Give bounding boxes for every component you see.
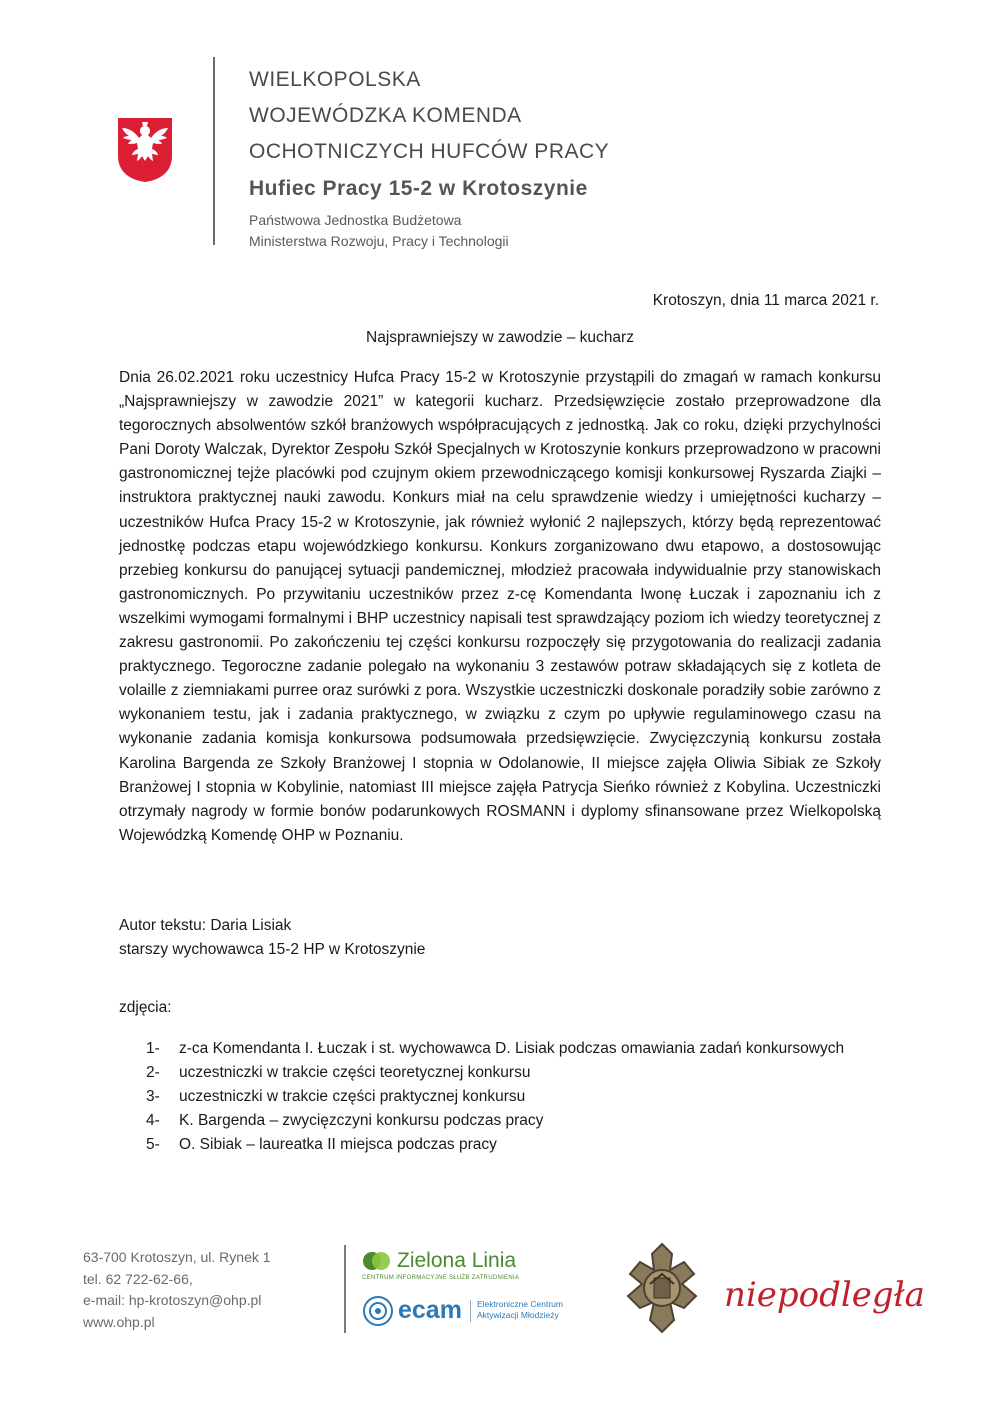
article-body: Dnia 26.02.2021 roku uczestnicy Hufca Pracy 15-2 w Krotoszynie przystąpili do zmagań w ramach konkursu „Najsprawniejszy w zawodzie 2021” w kategorii kucharz. Przedsięwzięcie zostało przeprowadzone dla tegorocznych absolwentów szkół branżowych współpracujących z jednostką. Jak co roku, dzięki przychylności Pani Doroty Walczak, Dyrektor Zespołu Szkół Specjalnych w Krotoszynie konkurs przeprowadzono w pracowni gastronomicznej tejże placówki pod czujnym okiem przewodniczącego komisji konkursowej Ryszarda Ziajki – instruktora praktycznej nauki zawodu. Konkurs miał na celu sprawdzenie wiedzy i umiejętności kucharzy – uczestników Hufca Pracy 15-2 w Krotoszynie, jak również wyłonić 2 najlepszych, którzy będą reprezentować jednostkę podczas etapu wojewódzkiego konkursu. Konkurs zorganizowano dwu etapowo, a dostosowując przebieg konkursu do panującej sytuacji pandemicznej, młodzież pracowała indywidualnie przy stanowiskach gastronomicznych. Po przywitaniu uczestników przez z-cę Komendanta Iwonę Łuczak i zapoznaniu ich z wszelkimi wymogami formalnymi i BHP uczestnicy napisali test sprawdzający poziom ich wiedzy teoretycznej z zakresu gastronomii. Po zakończeniu tej części konkursu rozpoczęły się przygotowania do realizacji zadania praktycznego. Tegoroczne zadanie polegało na wykonaniu 3 zestawów potraw składających się z kotleta de volaille z ziemniakami purree oraz surówki z pora. Wszystkie uczestniczki doskonale poradziły sobie zarówno z wykonaniem testu, jak i zadania praktycznego, w związku z czym po upływie regulaminowego czasu na wykonanie zadania komisja konkursowa podsumowała przedsięwzięcie. Zwycięzczynią konkursu została Karolina Bargenda ze Szkoły Branżowej I stopnia w Odolanowie, II miejsce zajęła Oliwia Sibiak ze Szkoły Branżowej I stopnia w Kobylinie, natomiast III miejsce zajęła Patrycja Sieńko również z Kobylina. Uczestniczki otrzymały nagrody w formie bonów podarunkowych ROSMANN i dyplomy sfinansowane przez Wielkopolską Wojewódzką Komendę OHP w Poznaniu.	[119, 369, 881, 844]
footer-contact	[83, 1247, 271, 1333]
ecam-separator	[470, 1300, 471, 1322]
unit-name: Hufiec Pracy 15-2 w Krotoszynie	[249, 177, 588, 200]
list-item	[146, 1085, 846, 1109]
list-item-number: 2-	[146, 1064, 160, 1081]
author-name: Autor tekstu: Daria Lisiak	[119, 917, 292, 934]
ecam-name: ecam	[398, 1296, 462, 1324]
list-item-number: 4-	[146, 1112, 160, 1129]
org-subtitle-2: Ministerstwa Rozwoju, Pracy i Technologii	[249, 233, 509, 249]
footer-phone: tel. 62 722-62-66,	[83, 1270, 193, 1287]
ecam-subtitle-line1: Elektroniczne Centrum	[477, 1299, 563, 1309]
list-item-text: uczestniczki w trakcie części teoretycznej konkursu	[179, 1064, 531, 1081]
list-item-number: 5-	[146, 1136, 160, 1153]
org-name-line3: OCHOTNICZYCH HUFCÓW PRACY	[249, 140, 610, 163]
list-item-number: 1-	[146, 1040, 160, 1057]
list-item-text: uczestniczki w trakcie części praktycznej konkursu	[179, 1088, 526, 1105]
list-item-number: 3-	[146, 1088, 160, 1105]
ecam-icon	[362, 1295, 394, 1327]
list-item	[146, 1109, 846, 1133]
list-item	[146, 1133, 846, 1157]
footer-address: 63-700 Krotoszyn, ul. Rynek 1	[83, 1249, 271, 1265]
list-item-text: z-ca Komendanta I. Łuczak i st. wychowawca D. Lisiak podczas omawiania zadań konkursowych	[179, 1040, 845, 1057]
document-title: Najsprawniejszy w zawodzie – kucharz	[366, 329, 634, 346]
zielona-linia-icon	[362, 1250, 392, 1272]
polish-eagle-emblem-icon	[116, 116, 174, 184]
organization-header	[249, 62, 609, 252]
ecam-subtitle	[477, 1299, 563, 1321]
footer-divider	[344, 1245, 346, 1333]
footer-email[interactable]: e-mail: hp-krotoszyn@ohp.pl	[83, 1292, 262, 1308]
footer-website[interactable]: www.ohp.pl	[83, 1313, 155, 1330]
photos-label: zdjęcia:	[119, 999, 172, 1016]
document-date: Krotoszyn, dnia 11 marca 2021 r.	[652, 292, 879, 309]
list-item	[146, 1037, 846, 1061]
niepodlegla-logo	[722, 1268, 938, 1320]
list-item-text: K. Bargenda – zwycięzczyni konkursu podczas pracy	[179, 1112, 544, 1129]
org-name-line2: WOJEWÓDZKA KOMENDA	[249, 104, 522, 127]
photo-list	[146, 1037, 846, 1157]
org-name-line1: WIELKOPOLSKA	[249, 68, 421, 91]
author-block	[119, 914, 425, 962]
ecam-subtitle-line2: Aktywizacji Młodzieży	[477, 1310, 559, 1320]
zielona-linia-subtitle: CENTRUM INFORMACYJNE SŁUŻB ZATRUDNIENIA	[362, 1275, 520, 1281]
ohp-badge-icon	[624, 1240, 700, 1336]
ecam-logo	[362, 1295, 602, 1329]
list-item	[146, 1061, 846, 1085]
author-position: starszy wychowawca 15-2 HP w Krotoszynie	[119, 941, 426, 958]
niepodlegla-text: niepodległa	[724, 1275, 925, 1315]
list-item-text: O. Sibiak – laureatka II miejsca podczas pracy	[179, 1136, 497, 1153]
zielona-linia-name: Zielona Linia	[397, 1249, 517, 1272]
header-divider	[213, 57, 215, 245]
org-subtitle-1: Państwowa Jednostka Budżetowa	[249, 212, 462, 228]
